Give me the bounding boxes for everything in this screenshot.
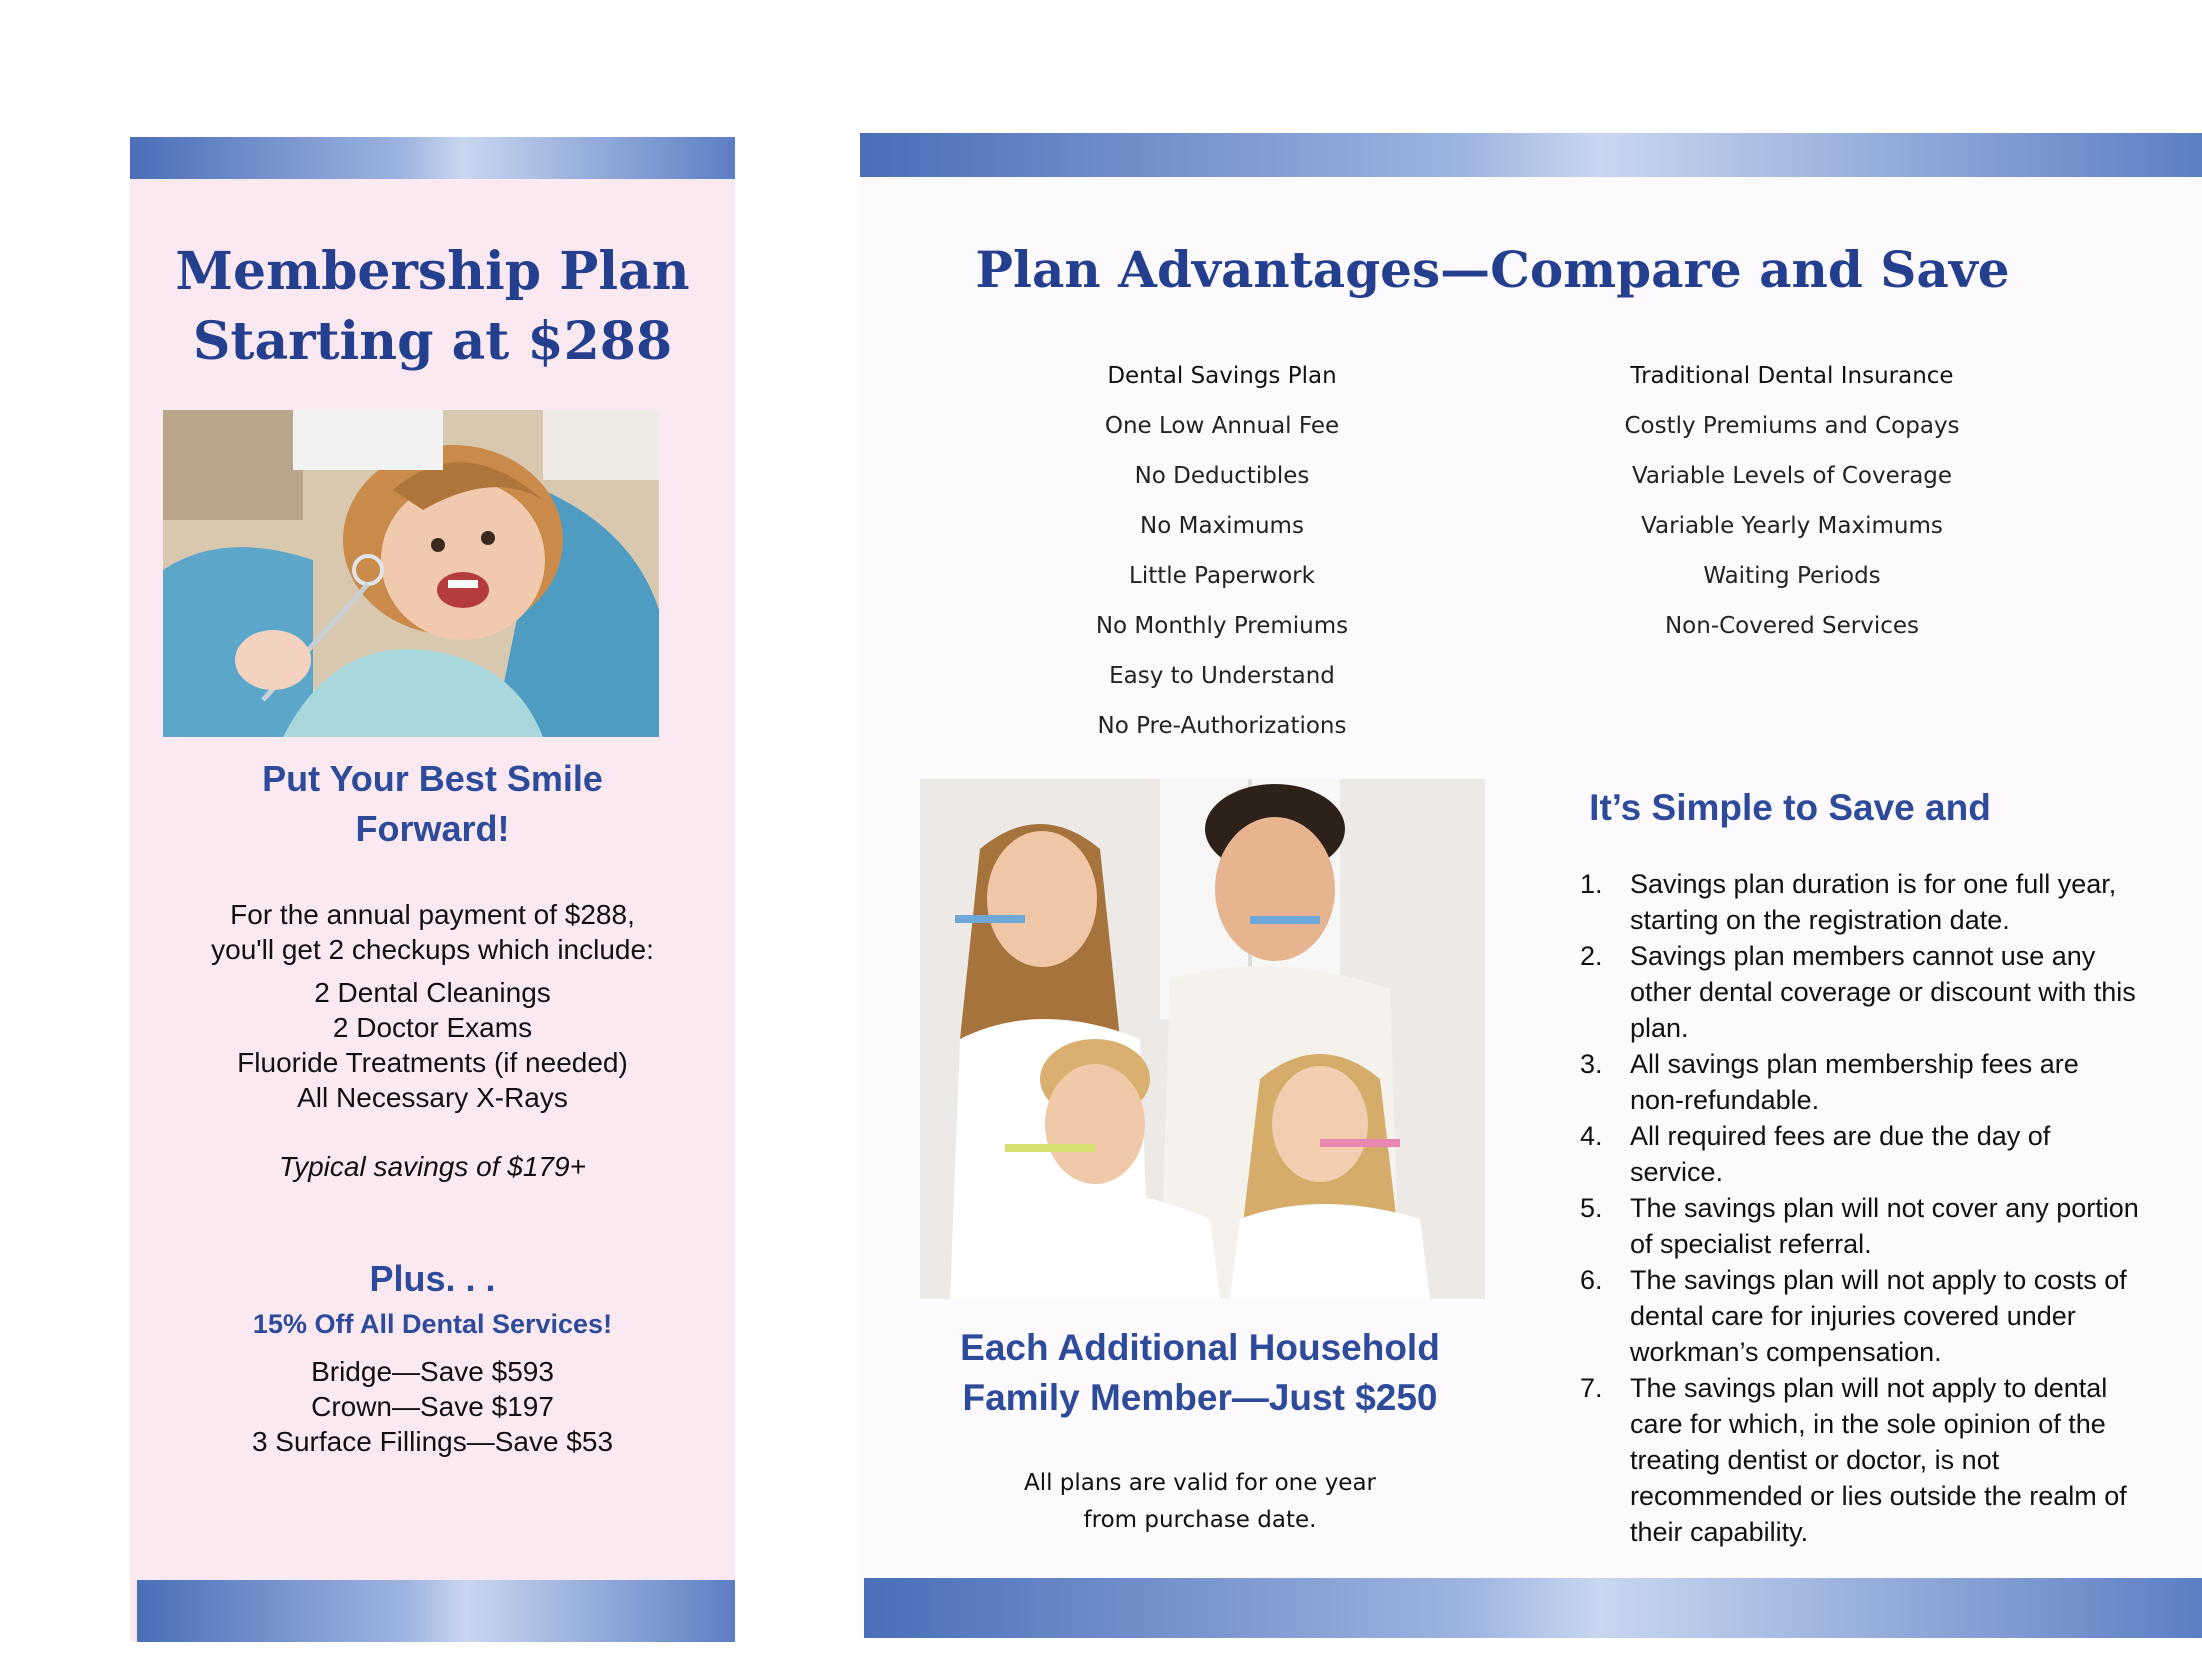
plan-rules-list — [1580, 866, 2140, 1550]
rule-number: 2. — [1580, 941, 1603, 971]
rule-item — [1580, 1370, 2140, 1550]
insurance-column — [1492, 351, 2092, 651]
service-saving-item: Crown—Save $197 — [311, 1391, 554, 1422]
rule-text: The savings plan will not apply to costs of dental care for injuries covered under workman’s compensation. — [1630, 1265, 2127, 1367]
service-saving-item: 3 Surface Fillings—Save $53 — [251, 1426, 614, 1457]
plan-advantages-panel — [860, 133, 2202, 1638]
rule-number: 3. — [1580, 1049, 1603, 1079]
discount-line: 15% Off All Dental Services! — [252, 1309, 613, 1339]
family-brushing-teeth-photo — [920, 779, 1485, 1299]
left-panel-top-band — [130, 137, 735, 179]
savings-plan-item: No Pre-Authorizations — [1097, 713, 1347, 739]
savings-plan-item: No Maximums — [1140, 513, 1304, 539]
checkup-item: 2 Doctor Exams — [332, 1012, 533, 1043]
insurance-item: Costly Premiums and Copays — [1624, 413, 1960, 439]
checkup-items-list — [130, 975, 735, 1115]
service-savings-list — [130, 1354, 735, 1459]
intro-line: you'll get 2 checkups which include: — [211, 934, 654, 965]
right-bottom-band — [864, 1578, 2202, 1638]
rule-text: The savings plan will not apply to dental care for which, in the sole opinion of the treating dentist or doctor, is not recommended or lies outside the realm of their capability. — [1630, 1373, 2127, 1547]
smile-subheading-line: Forward! — [355, 808, 510, 849]
insurance-heading: Traditional Dental Insurance — [1630, 363, 1954, 389]
savings-plan-item: No Deductibles — [1134, 463, 1310, 489]
rule-number: 6. — [1580, 1265, 1603, 1295]
savings-plan-heading: Dental Savings Plan — [1107, 363, 1337, 389]
savings-plan-item: One Low Annual Fee — [1104, 413, 1340, 439]
rule-item — [1580, 938, 2140, 1046]
valid-note-line: All plans are valid for one year — [1023, 1470, 1377, 1496]
checkup-item: 2 Dental Cleanings — [314, 977, 551, 1008]
smile-subheading-line: Put Your Best Smile — [262, 758, 603, 799]
smile-subheading — [130, 754, 735, 854]
service-saving-item: Bridge—Save $593 — [311, 1356, 554, 1387]
membership-title-line: Membership Plan — [175, 241, 690, 302]
child-dental-checkup-illustration — [163, 410, 659, 737]
insurance-item: Variable Yearly Maximums — [1641, 513, 1943, 539]
child-dental-checkup-photo — [163, 410, 659, 737]
valid-note-line: from purchase date. — [1083, 1507, 1317, 1533]
family-brushing-illustration — [920, 779, 1485, 1299]
rule-number: 4. — [1580, 1121, 1603, 1151]
plan-advantages-title: Plan Advantages—Compare and Save — [975, 240, 2010, 299]
membership-title-line: Starting at $288 — [192, 311, 673, 372]
rule-item — [1580, 1118, 2140, 1190]
rule-item — [1580, 866, 2140, 938]
savings-plan-item: No Monthly Premiums — [1095, 613, 1349, 639]
savings-plan-column — [922, 351, 1522, 751]
intro-line: For the annual payment of $288, — [230, 899, 635, 930]
rule-text: Savings plan members cannot use any other dental coverage or discount with this plan. — [1630, 941, 2136, 1043]
membership-title — [130, 237, 735, 377]
rule-number: 5. — [1580, 1193, 1603, 1223]
plus-heading: Plus. . . — [369, 1258, 496, 1299]
savings-plan-item: Little Paperwork — [1129, 563, 1315, 589]
rule-item — [1580, 1262, 2140, 1370]
rule-text: The savings plan will not cover any portion of specialist referral. — [1630, 1193, 2139, 1259]
annual-payment-intro — [130, 897, 735, 967]
rule-item — [1580, 1046, 2140, 1118]
rule-text: Savings plan duration is for one full year, starting on the registration date. — [1630, 869, 2117, 935]
checkup-item: All Necessary X-Rays — [297, 1082, 568, 1113]
rule-number: 7. — [1580, 1373, 1603, 1403]
family-heading-line: Each Additional Household — [960, 1327, 1440, 1368]
insurance-item: Variable Levels of Coverage — [1631, 463, 1953, 489]
checkup-item: Fluoride Treatments (if needed) — [237, 1047, 628, 1078]
insurance-item: Waiting Periods — [1703, 563, 1881, 589]
right-panel-top-band — [860, 133, 2202, 177]
membership-panel — [130, 137, 735, 1642]
rule-number: 1. — [1580, 869, 1603, 899]
family-heading-line: Family Member—Just $250 — [962, 1377, 1438, 1418]
savings-plan-item: Easy to Understand — [1109, 663, 1335, 689]
left-bottom-band — [137, 1580, 735, 1642]
additional-family-member-heading — [860, 1323, 1540, 1423]
rule-text: All savings plan membership fees are non-refundable. — [1630, 1049, 2079, 1115]
rule-item — [1580, 1190, 2140, 1262]
plans-valid-note — [860, 1465, 1540, 1539]
insurance-item: Non-Covered Services — [1664, 613, 1920, 639]
simple-to-save-heading: It’s Simple to Save and — [1589, 787, 1991, 828]
typical-savings-note: Typical savings of $179+ — [279, 1151, 586, 1182]
rule-text: All required fees are due the day of service. — [1630, 1121, 2051, 1187]
